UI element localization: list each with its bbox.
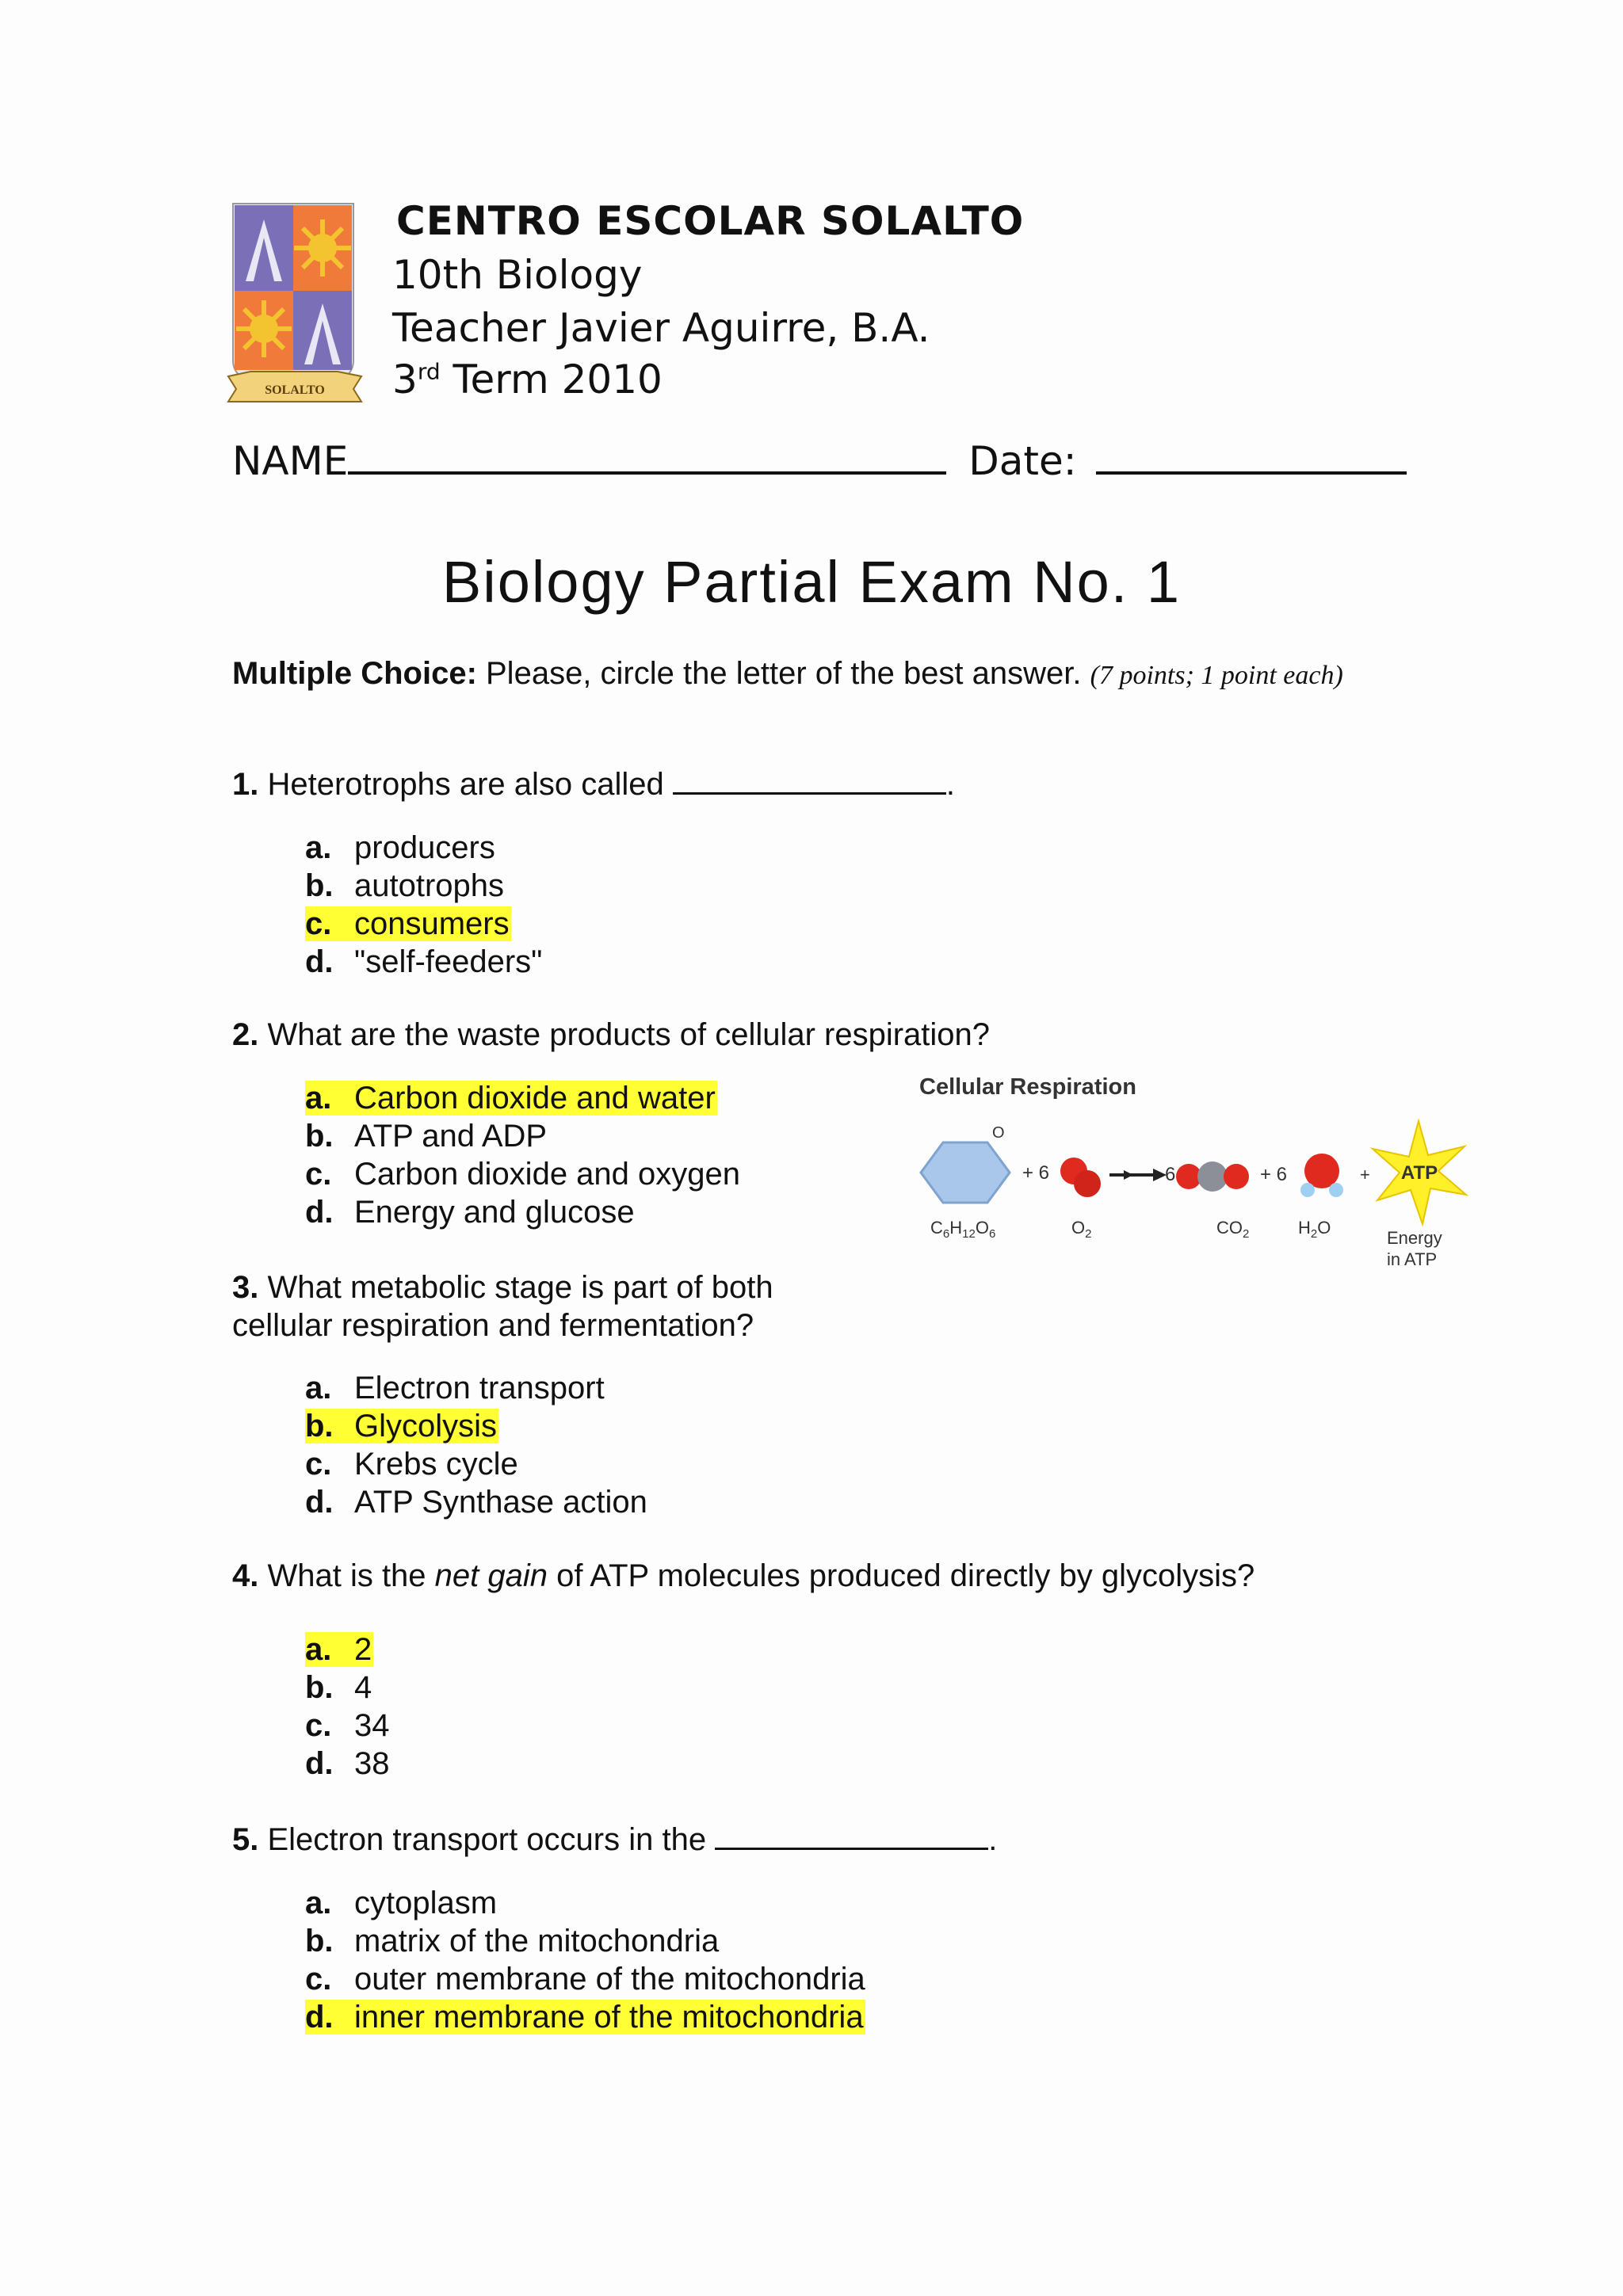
school-name: CENTRO ESCOLAR SOLALTO bbox=[396, 198, 1025, 244]
option-text-highlighted: consumers bbox=[354, 906, 510, 941]
option-letter: c. bbox=[305, 906, 332, 941]
question-period: . bbox=[945, 767, 955, 802]
option-letter: a. bbox=[305, 1632, 332, 1667]
ring-oxygen-label: O bbox=[992, 1124, 1005, 1142]
carbon-dioxide-molecule-icon bbox=[1176, 1161, 1249, 1192]
option-4c[interactable] bbox=[305, 1707, 390, 1745]
option-1b[interactable] bbox=[305, 867, 504, 905]
option-letter: b. bbox=[305, 1670, 334, 1705]
option-letter: d. bbox=[305, 2000, 334, 2035]
option-text-highlighted: Carbon dioxide and water bbox=[354, 1081, 716, 1116]
option-text: "self-feeders" bbox=[354, 944, 543, 979]
teacher-name: Teacher Javier Aguirre, B.A. bbox=[392, 305, 930, 351]
option-letter: c. bbox=[305, 1708, 332, 1743]
date-label: Date: bbox=[968, 438, 1077, 484]
option-2b[interactable] bbox=[305, 1117, 547, 1155]
question-number: 5. bbox=[232, 1822, 259, 1857]
option-letter: c. bbox=[305, 1962, 332, 1997]
option-text: 34 bbox=[354, 1708, 390, 1743]
co2-label: $CO_2$ bbox=[1216, 1218, 1250, 1241]
option-3a[interactable] bbox=[305, 1369, 605, 1407]
option-letter: d. bbox=[305, 1195, 334, 1230]
option-text: ATP Synthase action bbox=[354, 1485, 647, 1520]
name-label: NAME bbox=[232, 438, 349, 484]
option-text-highlighted: inner membrane of the mitochondria bbox=[354, 2000, 864, 2035]
option-letter: c. bbox=[305, 1157, 332, 1192]
option-2a[interactable] bbox=[305, 1079, 717, 1117]
option-text: autotrophs bbox=[354, 868, 505, 903]
option-2c[interactable] bbox=[305, 1155, 740, 1193]
option-text: 4 bbox=[354, 1670, 372, 1705]
plus-six-label: + 6 bbox=[1022, 1162, 1050, 1184]
option-5b[interactable] bbox=[305, 1922, 719, 1960]
question-emphasis: net gain bbox=[434, 1558, 548, 1593]
energy-label: Energy bbox=[1387, 1228, 1442, 1248]
question-text: Electron transport occurs in the bbox=[258, 1822, 716, 1857]
answer-blank bbox=[715, 1824, 988, 1850]
option-3c[interactable] bbox=[305, 1445, 518, 1483]
option-5a[interactable] bbox=[305, 1884, 497, 1922]
answer-blank bbox=[673, 769, 946, 795]
crest-banner-text: SOLALTO bbox=[265, 383, 325, 397]
term-text: Term 2010 bbox=[440, 357, 663, 402]
option-text: cytoplasm bbox=[354, 1886, 498, 1920]
term-number: 3 bbox=[392, 357, 418, 402]
energy-label-2: in ATP bbox=[1387, 1249, 1438, 1269]
option-text-highlighted: 2 bbox=[354, 1632, 372, 1667]
o2-label: $O_2$ bbox=[1071, 1218, 1092, 1241]
question-3-line-2: cellular respiration and fermentation? bbox=[232, 1308, 754, 1343]
course-name: 10th Biology bbox=[392, 252, 643, 298]
option-4d[interactable] bbox=[305, 1745, 390, 1783]
water-molecule-icon bbox=[1300, 1154, 1343, 1197]
question-text: What metabolic stage is part of both bbox=[258, 1270, 773, 1305]
question-period: . bbox=[988, 1822, 998, 1857]
instructions-points: (7 points; 1 point each) bbox=[1090, 661, 1343, 690]
option-letter: a. bbox=[305, 1081, 332, 1116]
question-text: What are the waste products of cellular respiration? bbox=[258, 1017, 991, 1052]
question-text-end: of ATP molecules produced directly by glycolysis? bbox=[548, 1558, 1255, 1593]
option-4a[interactable] bbox=[305, 1630, 373, 1669]
option-text: Energy and glucose bbox=[354, 1195, 635, 1230]
diagram-title: Cellular Respiration bbox=[919, 1074, 1136, 1100]
option-text: Krebs cycle bbox=[354, 1447, 518, 1482]
option-letter: c. bbox=[305, 1447, 332, 1482]
question-1 bbox=[232, 765, 955, 803]
option-letter: b. bbox=[305, 1119, 334, 1154]
question-text: Heterotrophs are also called bbox=[258, 767, 673, 802]
option-letter: b. bbox=[305, 1924, 334, 1958]
option-4b[interactable] bbox=[305, 1669, 372, 1707]
question-number: 1. bbox=[232, 767, 259, 802]
option-letter: d. bbox=[305, 944, 334, 979]
name-date-row bbox=[232, 438, 1407, 484]
instructions bbox=[232, 654, 1389, 696]
question-text: What is the bbox=[258, 1558, 435, 1593]
question-2 bbox=[232, 1016, 990, 1054]
six-label: 6 bbox=[1165, 1164, 1176, 1185]
reaction-arrow-icon bbox=[1109, 1169, 1167, 1181]
option-letter: d. bbox=[305, 1485, 334, 1520]
name-blank[interactable] bbox=[348, 440, 946, 475]
option-letter: a. bbox=[305, 1371, 332, 1405]
instructions-label: Multiple Choice: bbox=[232, 656, 477, 691]
option-text: producers bbox=[354, 830, 495, 865]
option-5c[interactable] bbox=[305, 1960, 865, 1998]
option-text: Electron transport bbox=[354, 1371, 605, 1405]
option-1c[interactable] bbox=[305, 905, 511, 943]
option-text: 38 bbox=[354, 1746, 390, 1781]
cellular-respiration-diagram bbox=[911, 1070, 1482, 1283]
option-letter: a. bbox=[305, 830, 332, 865]
option-letter: b. bbox=[305, 868, 334, 903]
date-blank[interactable] bbox=[1096, 440, 1407, 475]
question-number: 2. bbox=[232, 1017, 259, 1052]
option-text: matrix of the mitochondria bbox=[354, 1924, 720, 1958]
term-line bbox=[392, 357, 663, 402]
question-number: 4. bbox=[232, 1558, 259, 1593]
option-1d[interactable] bbox=[305, 943, 542, 981]
option-3b[interactable] bbox=[305, 1407, 498, 1445]
glucose-label: $C_6H_{12}O_6$ bbox=[930, 1218, 996, 1241]
question-number: 3. bbox=[232, 1270, 259, 1305]
option-text: outer membrane of the mitochondria bbox=[354, 1962, 865, 1997]
option-5d[interactable] bbox=[305, 1998, 865, 2036]
instructions-text: Please, circle the letter of the best answer. bbox=[476, 656, 1090, 691]
oxygen-molecule-icon bbox=[1060, 1158, 1101, 1197]
plus-label: + bbox=[1360, 1165, 1370, 1184]
exam-title: Biology Partial Exam No. 1 bbox=[441, 549, 1182, 615]
option-letter: d. bbox=[305, 1746, 334, 1781]
plus-six-label: + 6 bbox=[1260, 1164, 1288, 1185]
option-text-highlighted: Glycolysis bbox=[354, 1409, 498, 1444]
glucose-hexagon-icon bbox=[921, 1142, 1010, 1203]
option-2d[interactable] bbox=[305, 1193, 635, 1231]
option-letter: a. bbox=[305, 1886, 332, 1920]
option-text: ATP and ADP bbox=[354, 1119, 548, 1154]
term-superscript: rd bbox=[417, 358, 441, 385]
option-1a[interactable] bbox=[305, 829, 495, 867]
school-crest-logo bbox=[227, 202, 374, 406]
h2o-label: $H_2O$ bbox=[1298, 1218, 1331, 1241]
option-3d[interactable] bbox=[305, 1483, 647, 1521]
question-5 bbox=[232, 1821, 997, 1859]
option-letter: b. bbox=[305, 1409, 334, 1444]
option-text: Carbon dioxide and oxygen bbox=[354, 1157, 741, 1192]
atp-label: ATP bbox=[1400, 1162, 1438, 1184]
question-4 bbox=[232, 1557, 1254, 1595]
question-3 bbox=[232, 1268, 773, 1306]
